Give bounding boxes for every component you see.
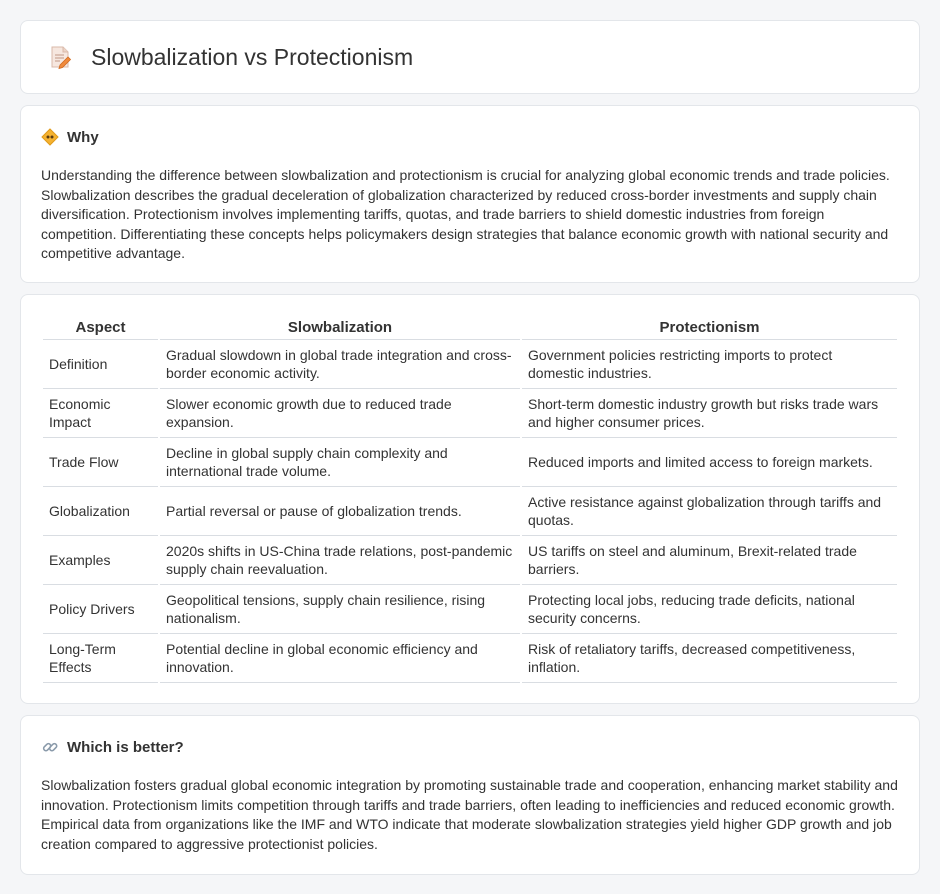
document-pencil-icon <box>45 42 75 72</box>
diamond-warning-icon <box>41 128 59 146</box>
column-header-protectionism: Protectionism <box>522 315 897 340</box>
row-protectionism: US tariffs on steel and aluminum, Brexit-related trade barriers. <box>522 536 897 585</box>
comparison-table-card <box>20 294 920 704</box>
row-slowbalization: Slower economic growth due to reduced trade expansion. <box>160 389 520 438</box>
better-heading <box>41 738 899 756</box>
table-header-row <box>43 315 897 340</box>
row-protectionism: Reduced imports and limited access to foreign markets. <box>522 438 897 487</box>
table-row <box>43 536 897 585</box>
header-card <box>20 20 920 94</box>
row-aspect: Examples <box>43 536 158 585</box>
row-protectionism: Active resistance against globalization through tariffs and quotas. <box>522 487 897 536</box>
row-aspect: Long-Term Effects <box>43 634 158 683</box>
why-section <box>20 105 920 283</box>
why-text: Understanding the difference between slowbalization and protectionism is crucial for analyzing global economic trends and trade policies. Slowbalization describes the gradual deceleration of globalization characterized by reduced cross-border investments and supply chain diversification. Protectionism involves implementing tariffs, quotas, and trade barriers to shield domestic industries from foreign competition. Differentiating these concepts helps policymakers design strategies that balance economic growth with national security and competitive advantage. <box>41 167 890 261</box>
row-aspect: Policy Drivers <box>43 585 158 634</box>
better-title: Which is better? <box>67 738 184 756</box>
table-row <box>43 585 897 634</box>
row-slowbalization: Partial reversal or pause of globalization trends. <box>160 487 520 536</box>
row-aspect: Economic Impact <box>43 389 158 438</box>
table-row <box>43 389 897 438</box>
row-protectionism: Protecting local jobs, reducing trade deficits, national security concerns. <box>522 585 897 634</box>
row-aspect: Trade Flow <box>43 438 158 487</box>
page-title: Slowbalization vs Protectionism <box>91 43 414 70</box>
row-slowbalization: Gradual slowdown in global trade integration and cross-border economic activity. <box>160 340 520 389</box>
row-aspect: Definition <box>43 340 158 389</box>
why-title: Why <box>67 128 99 146</box>
link-icon <box>41 738 59 756</box>
row-slowbalization: Potential decline in global economic efficiency and innovation. <box>160 634 520 683</box>
table-row <box>43 438 897 487</box>
row-slowbalization: Geopolitical tensions, supply chain resilience, rising nationalism. <box>160 585 520 634</box>
row-protectionism: Risk of retaliatory tariffs, decreased competitiveness, inflation. <box>522 634 897 683</box>
better-text: Slowbalization fosters gradual global economic integration by promoting sustainable trade and cooperation, enhancing market stability and innovation. Protectionism limits competition through tariffs and trade barriers, often leading to inefficiencies and reduced economic growth. Empirical data from organizations like the IMF and WTO indicate that moderate slowbalization strategies yield higher GDP growth and job creation compared to aggressive protectionist policies. <box>41 777 898 852</box>
row-protectionism: Short-term domestic industry growth but risks trade wars and higher consumer prices. <box>522 389 897 438</box>
why-heading <box>41 128 899 146</box>
table-row <box>43 340 897 389</box>
column-header-slowbalization: Slowbalization <box>160 315 520 340</box>
row-protectionism: Government policies restricting imports to protect domestic industries. <box>522 340 897 389</box>
row-slowbalization: Decline in global supply chain complexity and international trade volume. <box>160 438 520 487</box>
row-aspect: Globalization <box>43 487 158 536</box>
table-row <box>43 634 897 683</box>
which-is-better-section <box>20 715 920 875</box>
table-row <box>43 487 897 536</box>
column-header-aspect: Aspect <box>43 315 158 340</box>
row-slowbalization: 2020s shifts in US-China trade relations, post-pandemic supply chain reevaluation. <box>160 536 520 585</box>
comparison-table <box>41 315 899 683</box>
